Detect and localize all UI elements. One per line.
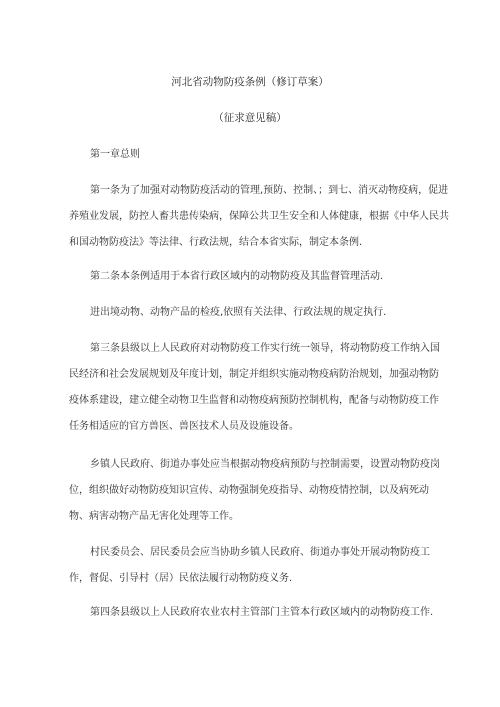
paragraph-line: 民经济和社会发展规划及年度计划，制定并组织实施动物疫病防治规划，加强动物防 <box>69 369 439 380</box>
paragraph-line: 第三条县级以上人民政府对动物防疫工作实行统一领导，将动物防疫工作纳入国 <box>90 343 440 354</box>
document-title: 河北省动物防疫条例（修订草案） <box>171 76 329 88</box>
paragraph-line: 疫体系建设，建立健全动物卫生监督和动物疫病预防控制机构，配备与动物防疫工作 <box>69 395 439 406</box>
paragraph-line: 任务相适应的官方兽医、兽医技术人员及设施设备。 <box>69 421 299 432</box>
paragraph-line: 第四条县级以上人民政府农业农村主管部门主管本行政区域内的动物防疫工作. <box>90 607 434 618</box>
paragraph-line: 第二条本条例适用于本省行政区域内的动物防疫及其监督管理活动. <box>90 271 384 282</box>
paragraph-line: 位，组织做好动物防疫知识宣传、动物强制免疫指导、动物疫情控制，以及病死动 <box>69 485 429 496</box>
document-subtitle: （征求意见稿） <box>213 112 287 124</box>
paragraph-line: 乡镇人民政府、街道办事处应当根据动物疫病预防与控制需要，设置动物防疫岗 <box>90 459 440 470</box>
paragraph-line: 和国动物防疫法》等法律、行政法规，结合本省实际，制定本条例. <box>69 237 363 248</box>
paragraph-line: 第一条为了加强对动物防疫活动的管理,预防、控制、；到七、消灭动物疫病，促进 <box>90 185 449 196</box>
paragraph-line: 村民委员会、居民委员会应当协助乡镇人民政府、街道办事处开展动物防疫工 <box>90 547 430 558</box>
paragraph-line: 作，督促、引导村（居）民依法履行动物防疫义务. <box>69 573 293 584</box>
chapter-heading: 第一章总则 <box>90 149 140 160</box>
paragraph-line: 进出境动物、动物产品的检疫,依照有关法律、行政法规的规定执行. <box>90 307 387 318</box>
paragraph-line: 养殖业发展，防控人畜共患传染病，保障公共卫生安全和人体健康，根据《中华人民共 <box>69 211 449 222</box>
paragraph-line: 物、病害动物产品无害化处理等工作。 <box>69 511 239 522</box>
